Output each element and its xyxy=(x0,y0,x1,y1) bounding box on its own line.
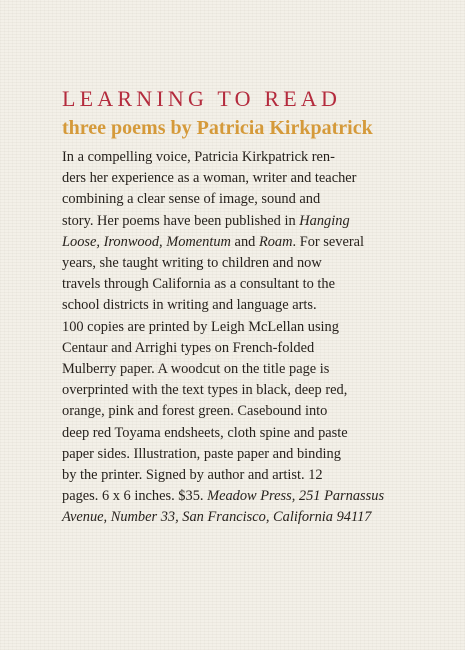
text-line: paper sides. Illustration, paste paper and binding xyxy=(62,445,341,462)
text-run: pages. 6 x 6 inches. $35. xyxy=(62,488,208,505)
text-line: travels through California as a consultant to the xyxy=(62,276,335,293)
publication-title: Roam xyxy=(258,233,293,250)
description-text xyxy=(62,147,407,529)
text-line xyxy=(62,211,407,232)
publication-titles: Loose, Ironwood, Momentum xyxy=(62,233,231,250)
text-line: ders her experience as a woman, writer and teacher xyxy=(62,170,357,187)
subtitle: three poems by Patricia Kirkpatrick xyxy=(62,117,373,139)
text-line: deep red Toyama endsheets, cloth spine and paste xyxy=(62,424,348,441)
publication-title: Hanging xyxy=(299,212,350,229)
text-line: overprinted with the text types in black, deep red, xyxy=(62,382,348,399)
text-line xyxy=(62,232,407,253)
text-line: school districts in writing and language arts. xyxy=(62,297,317,314)
text-line: In a compelling voice, Patricia Kirkpatrick ren- xyxy=(62,149,335,165)
text-line: by the printer. Signed by author and artist. 12 xyxy=(62,467,323,484)
text-line: orange, pink and forest green. Casebound into xyxy=(62,403,328,420)
text-run: and xyxy=(230,233,259,250)
text-line: 100 copies are printed by Leigh McLellan using xyxy=(62,318,339,335)
publisher-address: Avenue, Number 33, San Francisco, California 94117 xyxy=(62,509,372,526)
text-line xyxy=(62,486,407,507)
text-run: story. Her poems have been published in xyxy=(62,212,300,229)
text-line: combining a clear sense of image, sound and xyxy=(62,191,321,208)
text-line: Centaur and Arrighi types on French-folded xyxy=(62,339,315,356)
text-line: years, she taught writing to children and now xyxy=(62,255,322,272)
title: LEARNING TO READ xyxy=(62,86,342,111)
text-run: . For several xyxy=(292,233,365,250)
publisher-address: Meadow Press, 251 Parnassus xyxy=(207,488,385,505)
text-line: Mulberry paper. A woodcut on the title page is xyxy=(62,361,330,378)
